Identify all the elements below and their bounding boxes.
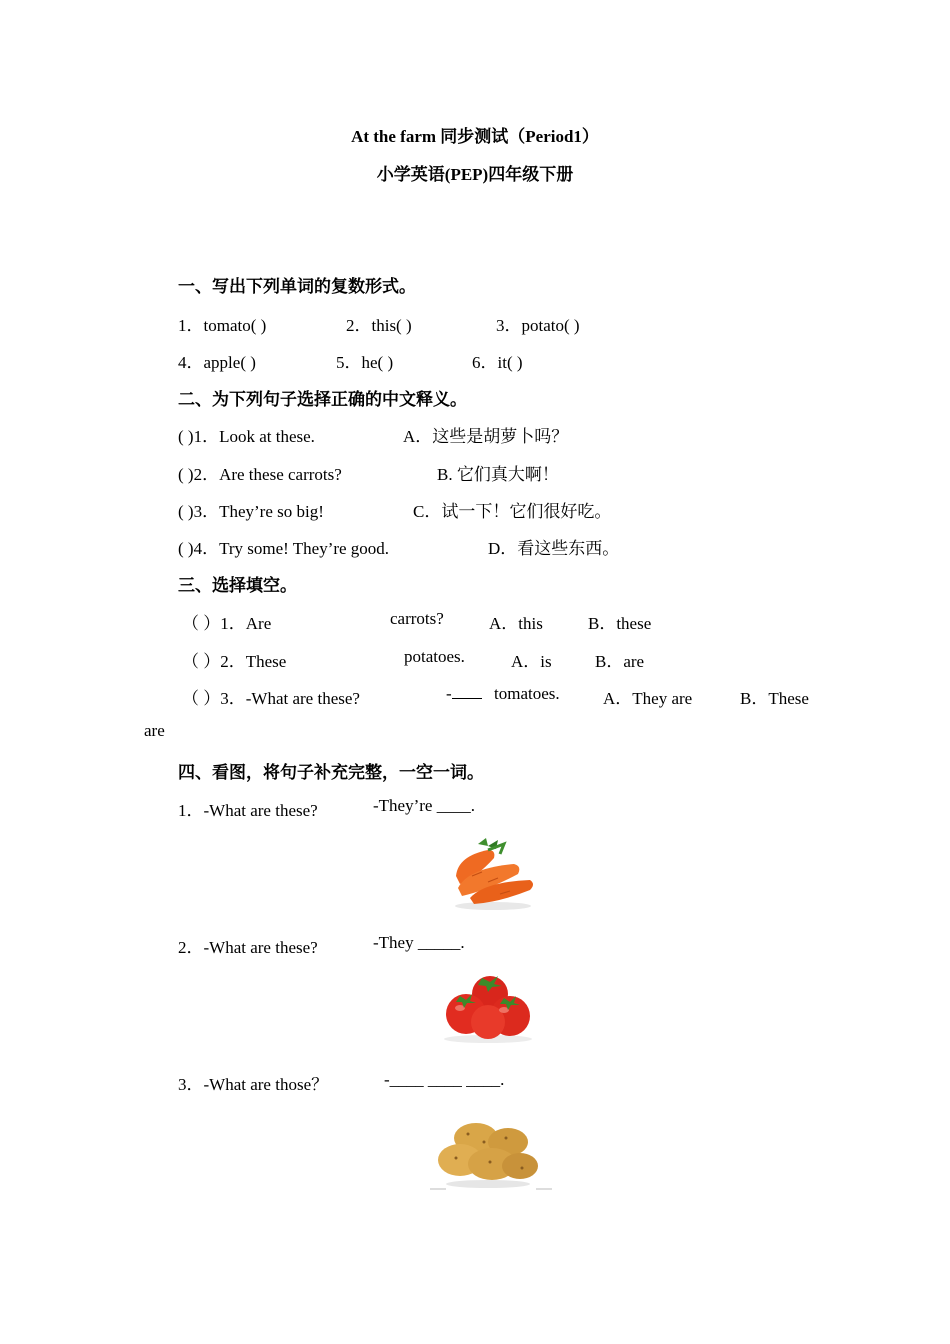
s4-q2-answer: -They _____. xyxy=(373,933,465,952)
carrots-picture xyxy=(448,836,538,912)
s4-q2-question: 2．-What are these? xyxy=(178,938,318,957)
page-title: At the farm 同步测试（Period1） xyxy=(351,127,599,146)
s3-q1-option-b: B．these xyxy=(588,614,652,633)
s3-q3-stem: （ ）3．-What are these? xyxy=(182,689,360,708)
s1-item-6: 6．it( ) xyxy=(472,353,523,372)
s3-q3-option-a: A．They are xyxy=(603,689,693,708)
s3-q2-option-b: B．are xyxy=(595,652,645,671)
s4-q1-question: 1．-What are these? xyxy=(178,801,318,820)
s2-question-4: ( )4．Try some! They’re good. xyxy=(178,539,390,558)
s1-item-4: 4．apple( ) xyxy=(178,353,256,372)
s4-q3-answer: -____ ____ ____. xyxy=(384,1070,505,1089)
s3-q1-option-a: A．this xyxy=(489,614,543,633)
section1-heading: 一、写出下列单词的复数形式。 xyxy=(178,277,416,296)
s3-q1-stem: （ ）1．Are xyxy=(182,614,272,633)
tomatoes-picture xyxy=(438,968,538,1044)
section4-heading: 四、看图，将句子补充完整，一空一词。 xyxy=(178,763,484,782)
s3-q3-blank xyxy=(452,684,482,699)
s3-q3-wrap: are xyxy=(144,721,165,740)
s3-q2-stem: （ ）2．These xyxy=(182,652,287,671)
s4-q3-question: 3．-What are those？ xyxy=(178,1075,329,1094)
s3-q2-option-a: A．is xyxy=(511,652,552,671)
s3-q2-rest: potatoes. xyxy=(404,647,465,666)
s1-item-2: 2．this( ) xyxy=(346,316,412,335)
s1-item-1: 1．tomato( ) xyxy=(178,316,267,335)
s2-answer-a: A．这些是胡萝卜吗？ xyxy=(403,427,569,446)
s2-question-1: ( )1．Look at these. xyxy=(178,427,315,446)
s2-answer-b: B. 它们真大啊！ xyxy=(437,465,559,484)
s3-q1-rest: carrots? xyxy=(390,609,444,628)
section3-heading: 三、选择填空。 xyxy=(178,576,297,595)
page-subtitle: 小学英语(PEP)四年级下册 xyxy=(376,165,574,184)
s2-question-2: ( )2．Are these carrots? xyxy=(178,465,342,484)
s3-q3-rest: tomatoes. xyxy=(494,684,560,703)
section2-heading: 二、为下列句子选择正确的中文释义。 xyxy=(178,390,467,409)
s1-item-3: 3．potato( ) xyxy=(496,316,580,335)
s2-answer-d: D．看这些东西。 xyxy=(488,539,620,558)
s1-item-5: 5．he( ) xyxy=(336,353,394,372)
potatoes-picture xyxy=(428,1116,554,1192)
s2-answer-c: C．试一下！它们很好吃。 xyxy=(413,502,612,521)
s3-q3-dash-text: - xyxy=(446,684,452,703)
s2-question-3: ( )3．They’re so big! xyxy=(178,502,324,521)
s3-q3-dash xyxy=(446,684,482,704)
s4-q1-answer: -They’re ____. xyxy=(373,796,475,815)
s3-q3-option-b: B．These xyxy=(740,689,809,708)
